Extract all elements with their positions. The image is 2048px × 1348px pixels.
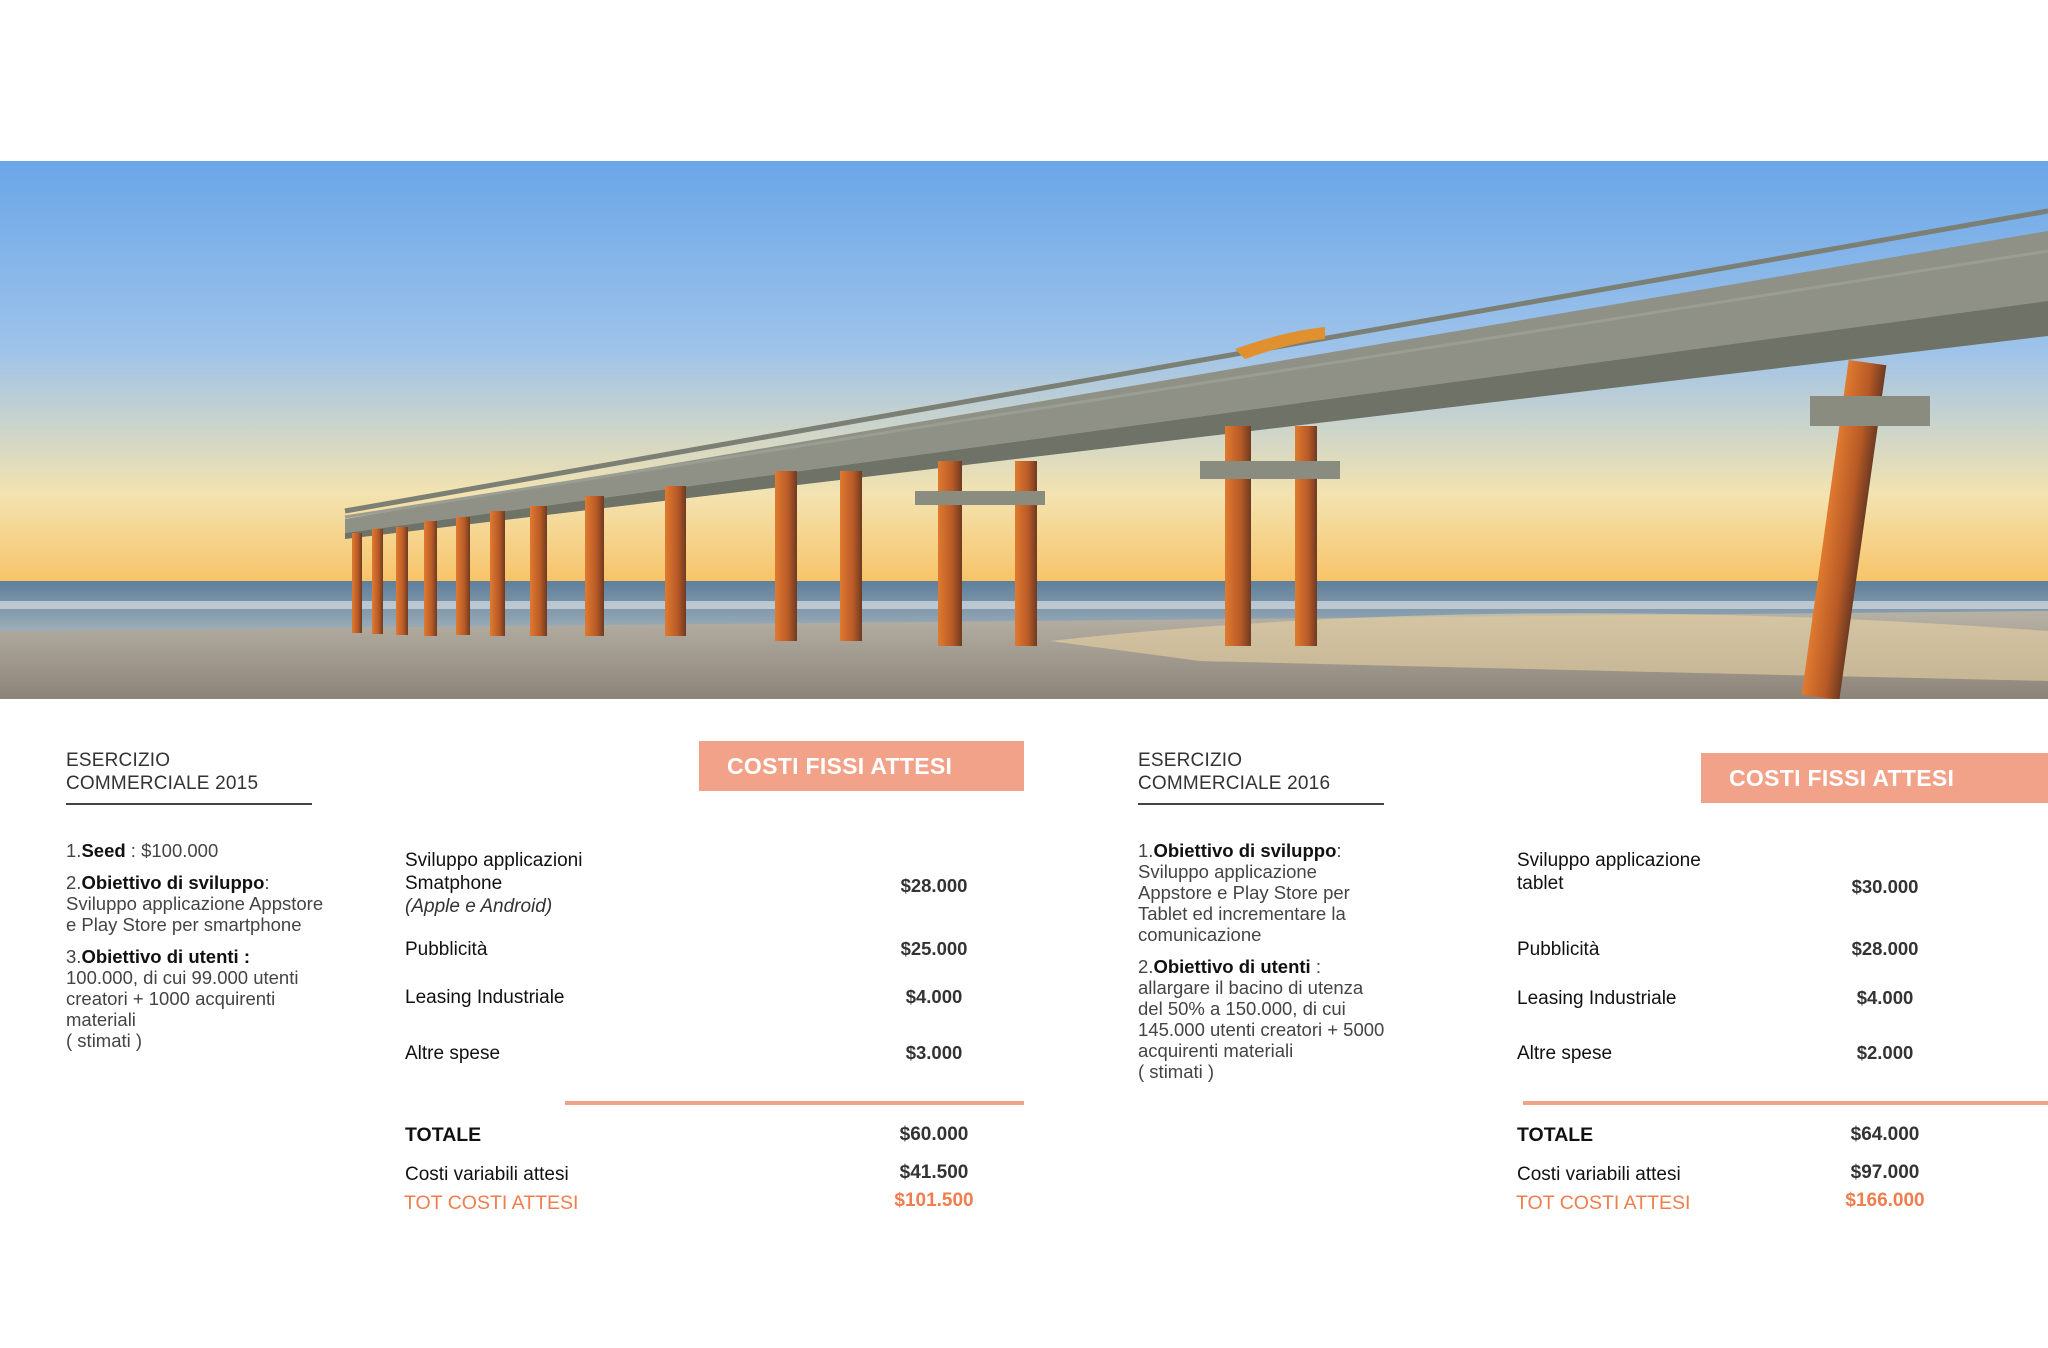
exercise-title-2016 xyxy=(1138,749,1330,795)
title-divider xyxy=(1138,803,1384,805)
cost-row-value: $3.000 xyxy=(905,1042,963,1063)
cost-row-value: $28.000 xyxy=(900,875,968,896)
exercise-title-line2: COMMERCIALE 2015 xyxy=(66,773,259,794)
objective-seed: 1.Seed : $100.000 xyxy=(66,840,219,861)
cost-row-label: Altre spese xyxy=(1517,1043,1613,1064)
total-expected-value: $166.000 xyxy=(1845,1190,1925,1211)
objective-development: 2.Obiettivo di sviluppo: Sviluppo applicazione Appstore e Play Store per smartphone xyxy=(66,872,324,935)
exercise-title-line1: ESERCIZIO xyxy=(66,750,171,771)
objective-users: 3.Obiettivo di utenti : 100.000, di cui 99.000 utenti creatori + 1000 acquirenti materiali ( stimati ) xyxy=(66,946,299,1051)
total-expected-label: TOT COSTI ATTESI xyxy=(1516,1192,1691,1214)
total-expected-label: TOT COSTI ATTESI xyxy=(404,1192,579,1214)
cost-row-label: Pubblicità xyxy=(405,939,488,960)
exercise-title-line1: ESERCIZIO xyxy=(1138,750,1243,771)
cost-row-value: $4.000 xyxy=(905,986,963,1007)
variable-costs-label: Costi variabili attesi xyxy=(1517,1164,1681,1185)
cost-row-value: $28.000 xyxy=(1851,938,1919,959)
total-expected-value: $101.500 xyxy=(894,1190,974,1211)
totals-divider xyxy=(565,1101,1024,1105)
pier-sunset-image xyxy=(0,161,2048,699)
cost-row-label: Altre spese xyxy=(405,1043,501,1064)
cost-row-label: Leasing Industriale xyxy=(1517,988,1677,1009)
objectives-2016 xyxy=(1138,840,1388,1082)
objective-development: 1.Obiettivo di sviluppo: Sviluppo applicazione Appstore e Play Store per Tablet ed incrementare la comunicazione xyxy=(1138,840,1350,945)
exercise-title-line2: COMMERCIALE 2016 xyxy=(1138,773,1331,794)
cost-row-label: Leasing Industriale xyxy=(405,987,565,1008)
cost-row-value: $2.000 xyxy=(1856,1042,1914,1063)
title-divider xyxy=(66,803,312,805)
total-label: TOTALE xyxy=(1517,1124,1594,1146)
cost-row-label: Sviluppo applicazioni Smatphone (Apple e Android) xyxy=(405,850,583,917)
fixed-costs-banner-2015: COSTI FISSI ATTESI xyxy=(699,741,1024,791)
total-value: $60.000 xyxy=(899,1124,969,1145)
totals-divider xyxy=(1523,1101,2048,1105)
exercise-title-2015 xyxy=(66,749,258,795)
variable-costs-label: Costi variabili attesi xyxy=(405,1164,569,1185)
variable-costs-value: $41.500 xyxy=(899,1162,969,1183)
cost-row-value: $25.000 xyxy=(900,938,968,959)
cost-row-label: Pubblicità xyxy=(1517,939,1600,960)
cost-row-label: Sviluppo applicazione tablet xyxy=(1517,850,1701,894)
variable-costs-value: $97.000 xyxy=(1850,1162,1920,1183)
objective-users: 2.Obiettivo di utenti : allargare il bacino di utenza del 50% a 150.000, di cui 145.000 utenti creatori + 5000 acquirenti materiali ( stimati ) xyxy=(1138,956,1385,1082)
objectives-2015 xyxy=(66,840,326,1051)
total-label: TOTALE xyxy=(405,1124,482,1146)
cost-row-value: $30.000 xyxy=(1851,876,1919,897)
cost-row-value: $4.000 xyxy=(1856,987,1914,1008)
hero-photo xyxy=(0,161,2048,699)
fixed-costs-banner-2016: COSTI FISSI ATTESI xyxy=(1701,753,2048,803)
total-value: $64.000 xyxy=(1850,1124,1920,1145)
